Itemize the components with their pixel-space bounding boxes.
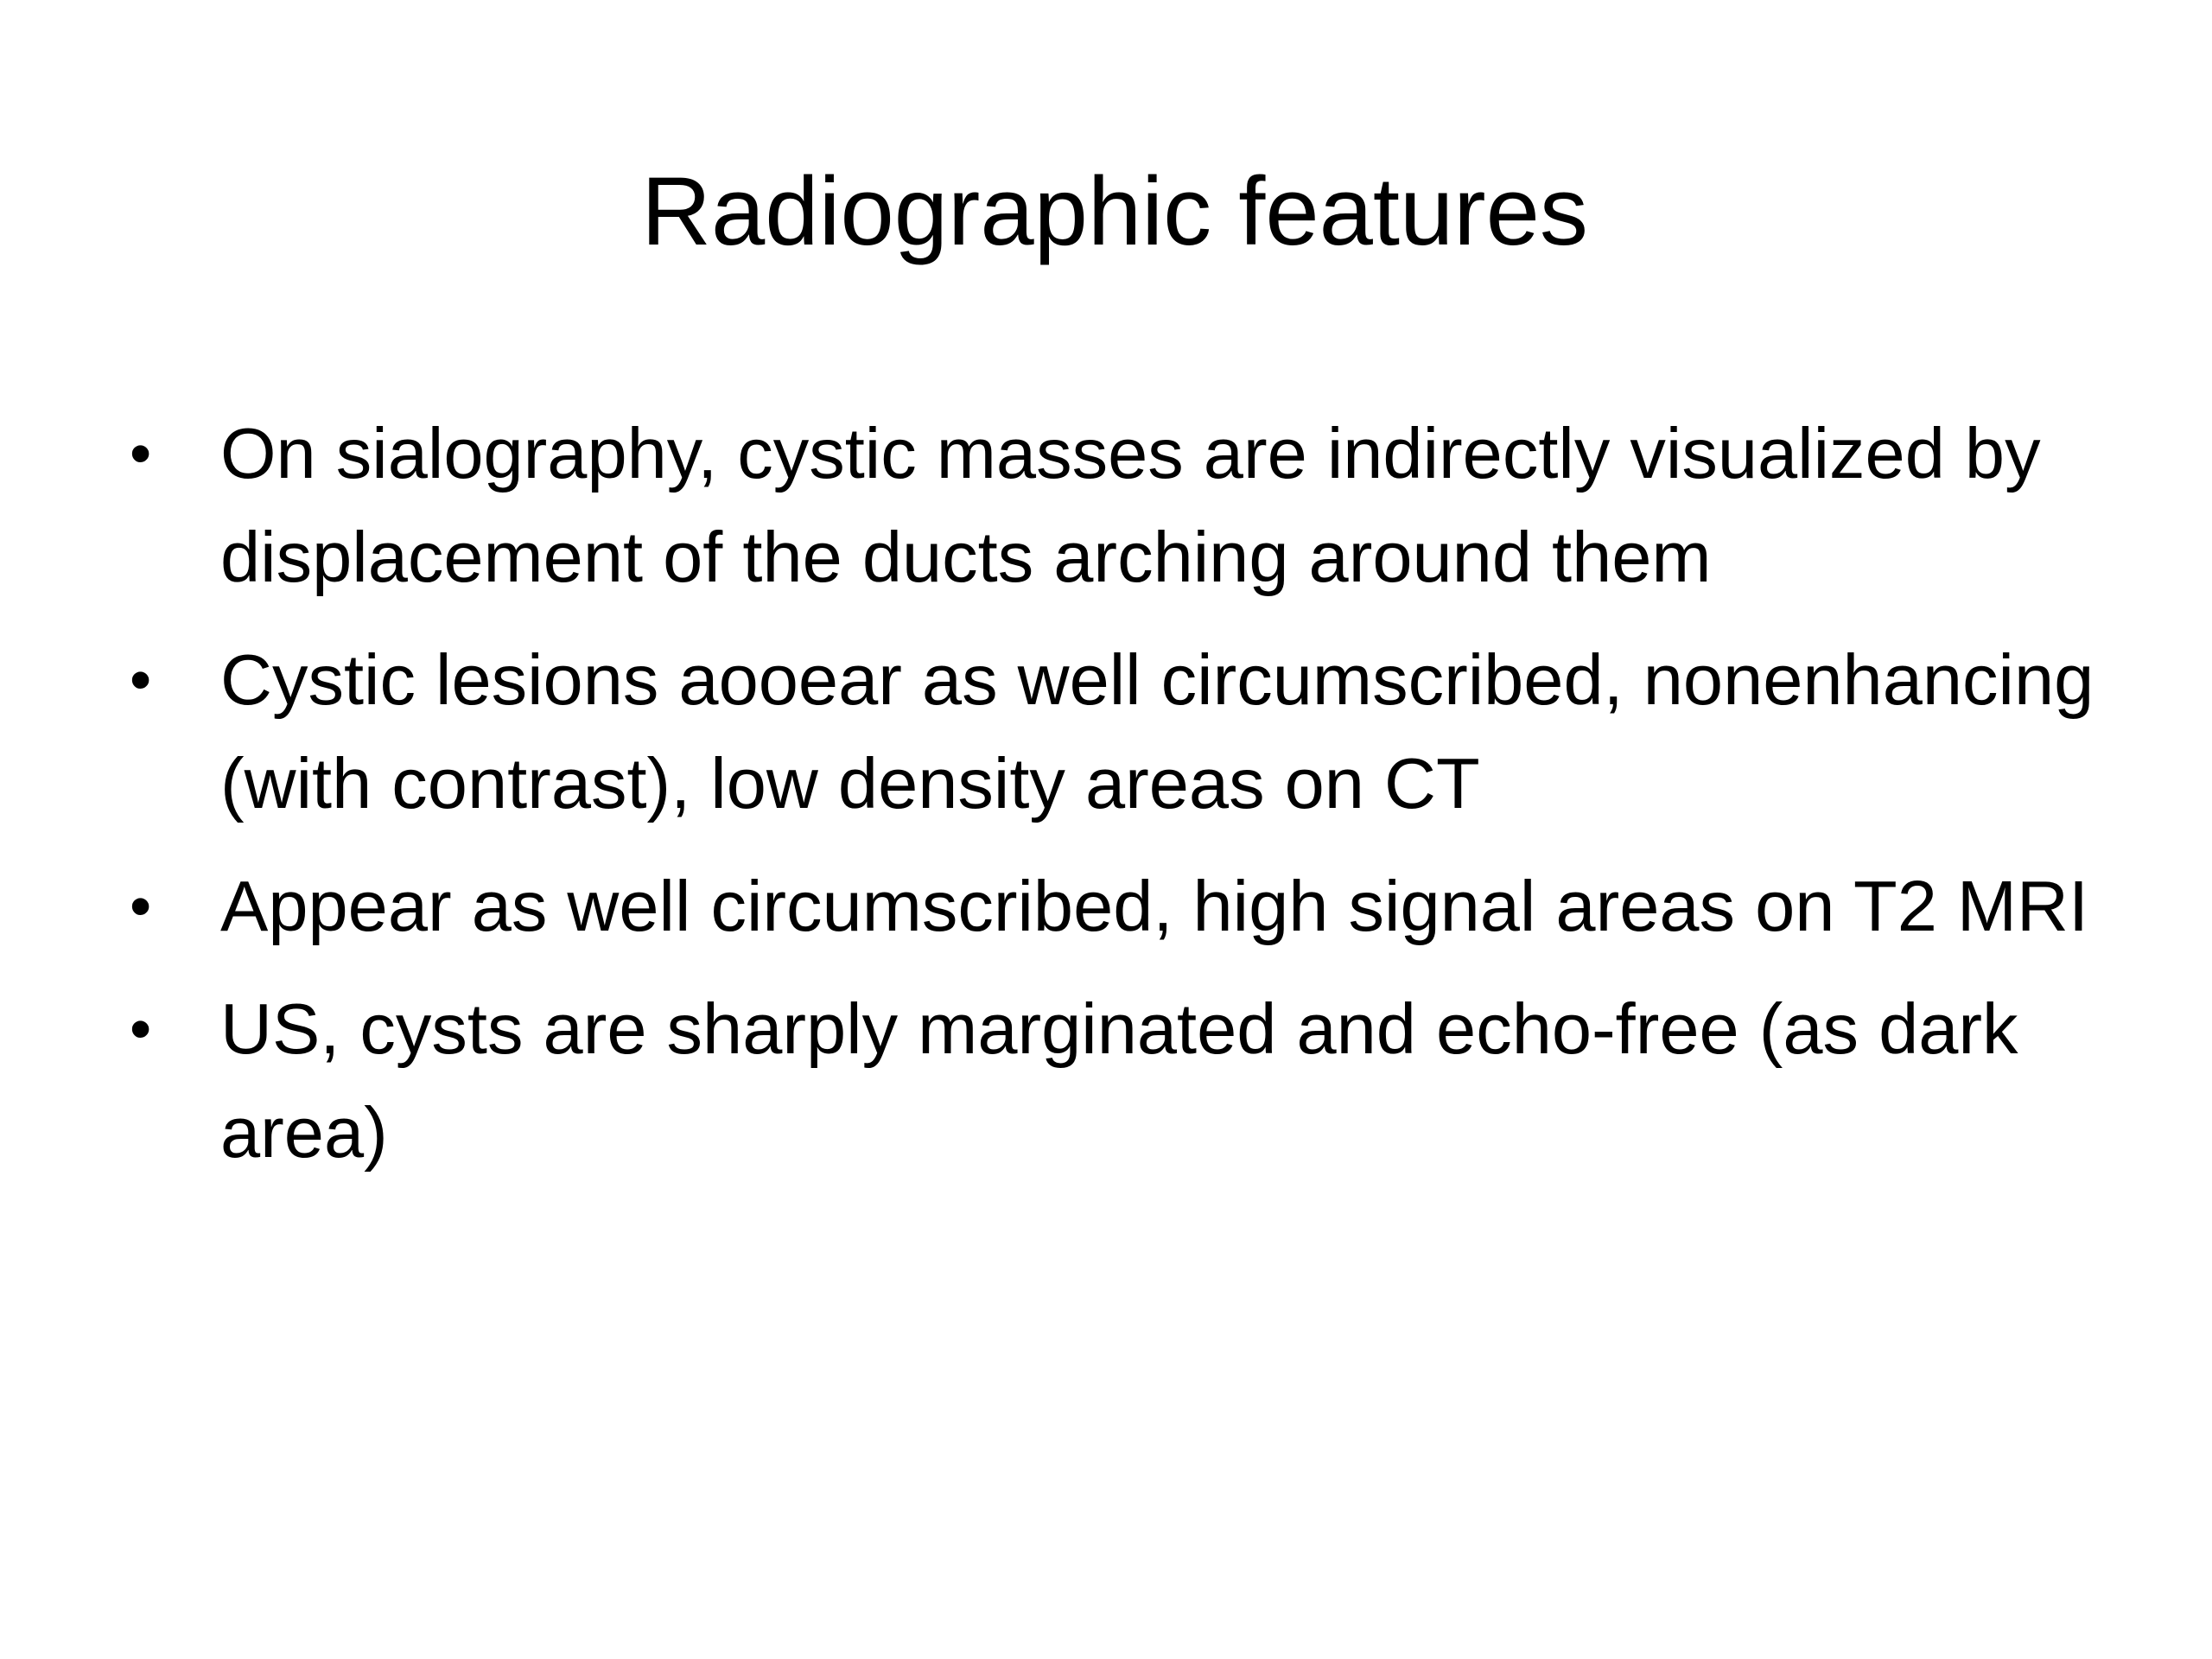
bullet-list	[121, 402, 2134, 1204]
slide-title: Radiographic features	[641, 157, 1588, 265]
bullet-text: Appear as well circumscribed, high signal areas on T2 MRI	[220, 866, 2089, 946]
bullet-icon: •	[130, 419, 152, 488]
bullet-item	[121, 855, 2134, 958]
bullet-item	[121, 402, 2134, 609]
bullet-icon: •	[130, 645, 152, 715]
bullet-icon: •	[130, 995, 152, 1064]
bullet-icon: •	[130, 872, 152, 941]
bullet-text: On sialography, cystic masses are indirectly visualized by displacement of the ducts arching around them	[220, 413, 2041, 597]
bullet-text: Cystic lesions aooear as well circumscribed, nonenhancing (with contrast), low density areas on CT	[220, 639, 2094, 823]
bullet-item	[121, 628, 2134, 836]
bullet-item	[121, 977, 2134, 1185]
bullet-text: US, cysts are sharply marginated and echo-free (as dark area)	[220, 988, 2018, 1173]
